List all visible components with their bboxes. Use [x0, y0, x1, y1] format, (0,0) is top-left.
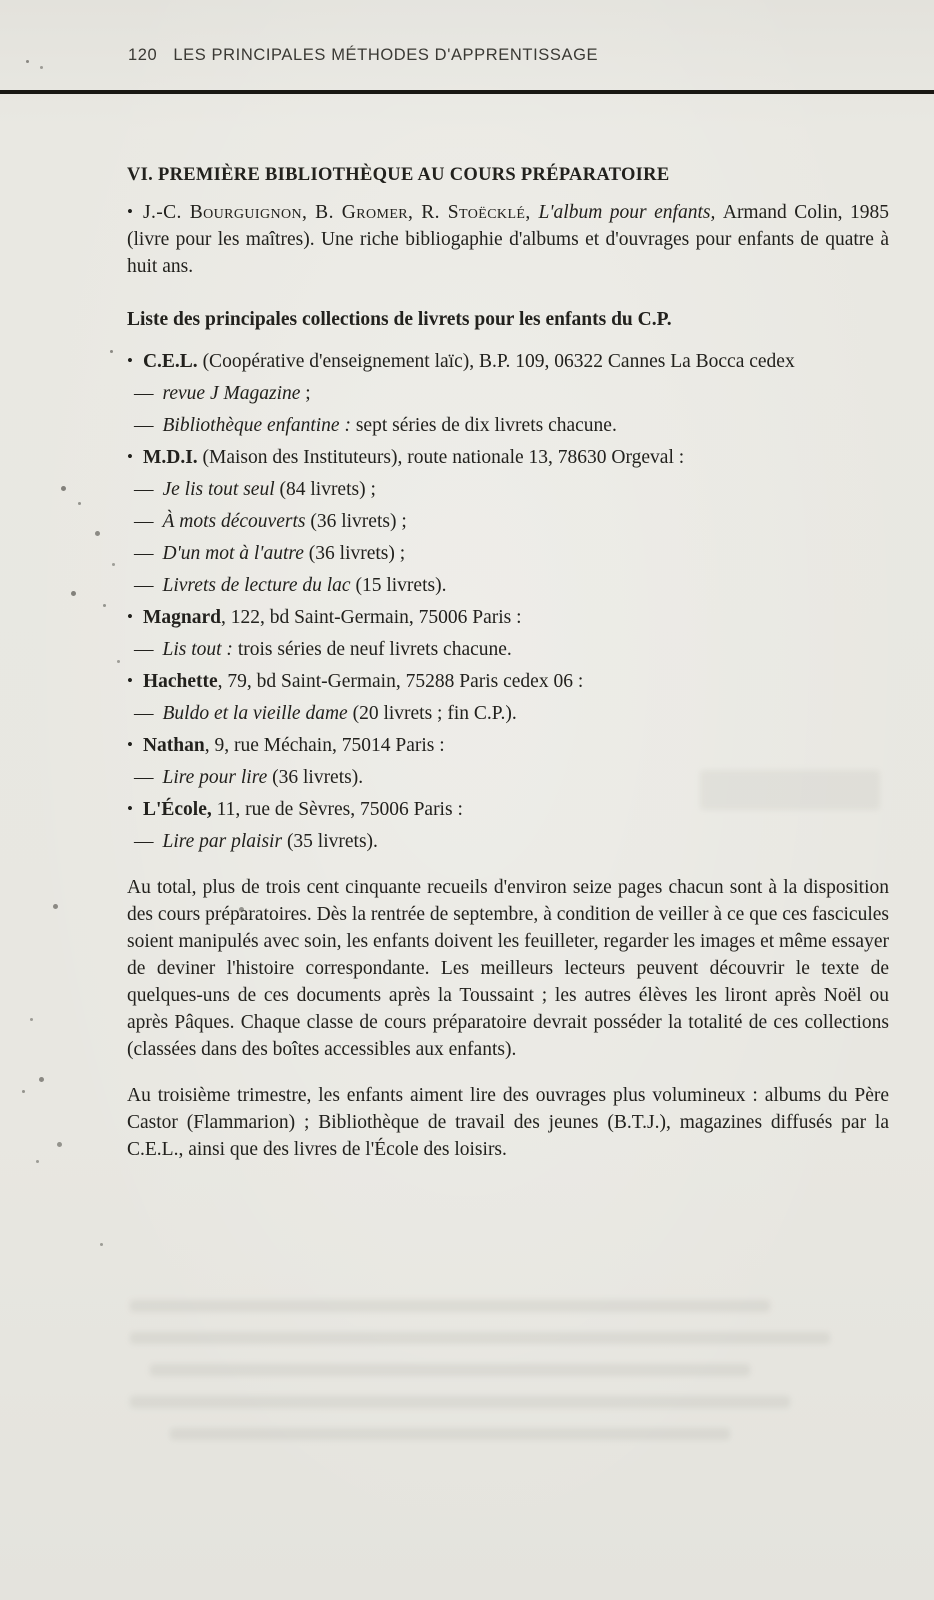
publisher-address: , 79, bd Saint-Germain, 75288 Paris cedex 06 :: [217, 671, 584, 692]
publisher-name: Hachette: [142, 671, 218, 692]
collection-title: À mots découverts: [162, 511, 306, 532]
dash-icon: —: [134, 479, 154, 500]
reference-entry: [127, 199, 889, 280]
publisher-block: [127, 604, 889, 663]
publisher-block: [127, 444, 889, 599]
bullet-icon: •: [127, 671, 133, 690]
collection-title: Lire par plaisir: [162, 831, 283, 852]
collection-title: Lis tout :: [162, 639, 233, 660]
collection-details: (84 livrets) ;: [274, 479, 376, 500]
ink-bleed-through: [150, 1364, 750, 1376]
dash-icon: —: [134, 383, 154, 404]
collection-details: (15 livrets).: [350, 575, 447, 596]
publisher-block: [127, 668, 889, 727]
publisher-name: Magnard: [142, 607, 221, 628]
publisher-entry: [127, 732, 889, 759]
collection-details: (36 livrets).: [267, 767, 364, 788]
bullet-icon: •: [127, 799, 133, 818]
collection-title: D'un mot à l'autre: [162, 543, 304, 564]
page-body: [127, 162, 889, 1163]
publisher-entry: [127, 444, 889, 471]
collection-details: sept séries de dix livrets chacune.: [350, 415, 617, 436]
section-heading: VI. PREMIÈRE BIBLIOTHÈQUE AU COURS PRÉPARATOIRE: [127, 165, 670, 185]
collection-item: [127, 636, 889, 663]
reference-authors: J.-C. Bourguignon, B. Gromer, R. Stoëcklé,: [142, 202, 539, 223]
collection-item: [127, 412, 889, 439]
collection-title: Je lis tout seul: [162, 479, 275, 500]
page-header: [128, 46, 598, 65]
ink-bleed-through: [130, 1396, 790, 1408]
header-rule: [0, 90, 934, 94]
publisher-address: , 9, rue Méchain, 75014 Paris :: [204, 735, 445, 756]
dash-icon: —: [134, 767, 154, 788]
ink-bleed-through: [130, 1300, 770, 1312]
dash-icon: —: [134, 415, 154, 436]
bullet-icon: •: [127, 735, 133, 754]
publisher-name: Nathan: [142, 735, 205, 756]
bullet-icon: •: [127, 202, 133, 221]
collection-item: [127, 508, 889, 535]
scan-speckles: [0, 0, 3, 3]
publisher-address: (Coopérative d'enseignement laïc), B.P. 109, 06322 Cannes La Bocca cedex: [197, 351, 795, 372]
dash-icon: —: [134, 511, 154, 532]
collection-item: [127, 700, 889, 727]
collection-details: (36 livrets) ;: [305, 511, 407, 532]
collection-title: Livrets de lecture du lac: [162, 575, 351, 596]
publisher-entry: [127, 796, 889, 823]
dash-icon: —: [134, 575, 154, 596]
publisher-name: M.D.I.: [142, 447, 198, 468]
dash-icon: —: [134, 639, 154, 660]
publisher-name: C.E.L.: [142, 351, 198, 372]
bullet-icon: •: [127, 447, 133, 466]
bullet-icon: •: [127, 607, 133, 626]
ink-bleed-through: [170, 1428, 730, 1440]
publisher-block: [127, 732, 889, 791]
reference-details: Armand Colin, 1985 (livre pour les maîtres). Une riche bibliogaphie d'albums et d'ouvrages pour enfants de quatre à huit ans.: [127, 202, 889, 277]
collection-title: Buldo et la vieille dame: [162, 703, 348, 724]
publisher-block: [127, 796, 889, 855]
dash-icon: —: [134, 703, 154, 724]
running-title: LES PRINCIPALES MÉTHODES D'APPRENTISSAGE: [173, 46, 599, 64]
collection-details: (20 livrets ; fin C.P.).: [347, 703, 517, 724]
collection-details: ;: [300, 383, 311, 404]
dash-icon: —: [134, 543, 154, 564]
body-paragraph: Au troisième trimestre, les enfants aiment lire des ouvrages plus volumineux : albums du Père Castor (Flammarion) ; Bibliothèque de travail des jeunes (B.T.J.), magazines diffusés par la C.E.L., ainsi que des livres de l'École des loisirs.: [127, 1085, 889, 1160]
reference-book-title: L'album pour enfants,: [538, 202, 723, 223]
collection-details: trois séries de neuf livrets chacune.: [232, 639, 512, 660]
list-heading: Liste des principales collections de livrets pour les enfants du C.P.: [127, 309, 672, 330]
publisher-entry: [127, 668, 889, 695]
collection-item: [127, 764, 889, 791]
body-paragraph: Au total, plus de trois cent cinquante recueils d'environ seize pages chacun sont à la disposition des cours préparatoires. Dès la rentrée de septembre, à condition de veiller à ce que ces fascicules soient manipulés avec soin, les enfants doivent les feuilleter, regarder les images et même essayer de deviner l'histoire correspondante. Les meilleurs lecteurs peuvent découvrir le texte de quelques-uns de ces documents après la Toussaint ; les autres élèves les liront après Noël ou après Pâques. Chaque classe de cours préparatoire devrait posséder la totalité de ces collections (classées dans des boîtes accessibles aux enfants).: [127, 877, 889, 1060]
collection-item: [127, 380, 889, 407]
page-number: 120: [128, 46, 158, 64]
collection-title: Lire pour lire: [162, 767, 268, 788]
ink-bleed-through: [130, 1332, 830, 1344]
collection-item: [127, 828, 889, 855]
collection-details: (35 livrets).: [282, 831, 378, 852]
publisher-entry: [127, 348, 889, 375]
collection-item: [127, 572, 889, 599]
collection-details: (36 livrets) ;: [303, 543, 406, 564]
publisher-address: 11, rue de Sèvres, 75006 Paris :: [211, 799, 463, 820]
collection-item: [127, 476, 889, 503]
publisher-address: (Maison des Instituteurs), route nationale 13, 78630 Orgeval :: [197, 447, 685, 468]
publisher-name: L'École,: [142, 799, 212, 820]
collection-title: Bibliothèque enfantine :: [162, 415, 351, 436]
collection-item: [127, 540, 889, 567]
dash-icon: —: [134, 831, 154, 852]
publisher-block: [127, 348, 889, 439]
bullet-icon: •: [127, 351, 133, 370]
publisher-entry: [127, 604, 889, 631]
collection-title: revue J Magazine: [162, 383, 301, 404]
publisher-address: , 122, bd Saint-Germain, 75006 Paris :: [220, 607, 522, 628]
